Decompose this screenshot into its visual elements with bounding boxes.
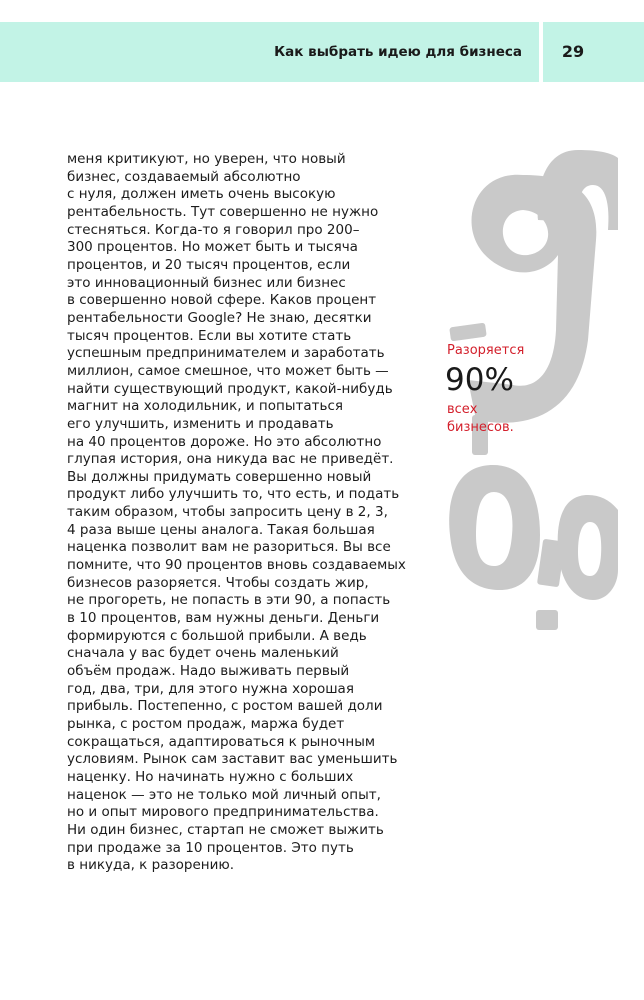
body-line: сокращаться, адаптироваться к рыночным <box>67 733 376 750</box>
body-line: миллион, самое смешное, что может быть — <box>67 362 389 379</box>
body-line: но и опыт мирового предпринимательства. <box>67 804 379 821</box>
body-line: это инновационный бизнес или бизнес <box>67 274 346 291</box>
stencil-slash-4 <box>536 610 558 630</box>
body-text <box>67 151 437 875</box>
body-line: в совершенно новой сфере. Каков процент <box>67 292 377 309</box>
body-line: успешным предпринимателем и заработать <box>67 345 385 362</box>
body-line: сначала у вас будет очень маленький <box>67 645 339 662</box>
page-number: 29 <box>561 42 585 61</box>
body-line: в никуда, к разорению. <box>67 857 235 874</box>
body-line: бизнес, создаваемый абсолютно <box>67 168 301 185</box>
body-line: наценок — это не только мой личный опыт, <box>67 786 381 803</box>
body-line: глупая история, она никуда вас не приведёт. <box>67 451 394 468</box>
body-line: Вы должны придумать совершенно новый <box>67 468 372 485</box>
body-line: при продаже за 10 процентов. Это путь <box>67 839 354 856</box>
stat-label: Разоряется <box>447 343 525 358</box>
body-line: его улучшить, изменить и продавать <box>67 415 334 432</box>
body-line: магнит на холодильник, и попытаться <box>67 398 343 415</box>
stencil-zero-bottom <box>449 465 540 590</box>
body-line: наценка позволит вам не разориться. Вы все <box>67 539 391 556</box>
stat-desc-line: бизнесов. <box>447 420 514 435</box>
body-line: помните, что 90 процентов вновь создаваемых <box>67 557 406 574</box>
body-line: продукт либо улучшить то, что есть, и подать <box>67 486 400 503</box>
stat-value: 90% <box>445 362 514 398</box>
body-line: 4 раза выше цены аналога. Такая большая <box>67 521 375 538</box>
body-line: тысяч процентов. Если вы хотите стать <box>67 327 352 344</box>
body-line: стесняться. Когда-то я говорил про 200– <box>67 221 360 238</box>
body-line: с нуля, должен иметь очень высокую <box>67 186 336 203</box>
body-line: в 10 процентов, вам нужны деньги. Деньги <box>67 610 380 627</box>
body-line: объём продаж. Надо выживать первый <box>67 663 350 680</box>
running-header-title: Как выбрать идею для бизнеса <box>274 44 522 60</box>
body-line: год, два, три, для этого нужна хорошая <box>67 680 354 697</box>
stat-desc-line: всех <box>447 402 478 417</box>
body-line: рентабельность. Тут совершенно не нужно <box>67 203 379 220</box>
body-line: рентабельности Google? Не знаю, десятки <box>67 309 372 326</box>
body-line: таким образом, чтобы запросить цену в 2, 3, <box>67 504 388 521</box>
stencil-zero-right <box>558 495 618 600</box>
body-line: найти существующий продукт, какой-нибудь <box>67 380 393 397</box>
body-line: наценку. Но начинать нужно с больших <box>67 768 354 785</box>
body-line: формируются с большой прибыли. А ведь <box>67 627 367 644</box>
body-line: 300 процентов. Но может быть и тысяча <box>67 239 358 256</box>
body-line: на 40 процентов дороже. Но это абсолютно <box>67 433 382 450</box>
body-line: процентов, и 20 тысяч процентов, если <box>67 256 351 273</box>
stat-description <box>447 401 514 437</box>
stencil-zero-top <box>538 150 618 230</box>
body-line: рынка, с ростом продаж, маржа будет <box>67 716 345 732</box>
body-line: прибыль. Постепенно, с ростом вашей доли <box>67 698 383 715</box>
body-line: меня критикуют, но уверен, что новый <box>67 151 346 167</box>
body-line: Ни один бизнес, стартап не сможет выжить <box>67 821 384 838</box>
body-line: условиям. Рынок сам заставит вас уменьшить <box>67 751 398 768</box>
body-line: бизнесов разоряется. Чтобы создать жир, <box>67 574 369 591</box>
stencil-slash-1 <box>449 323 487 342</box>
body-line: не прогореть, не попасть в эти 90, а попасть <box>67 592 391 609</box>
